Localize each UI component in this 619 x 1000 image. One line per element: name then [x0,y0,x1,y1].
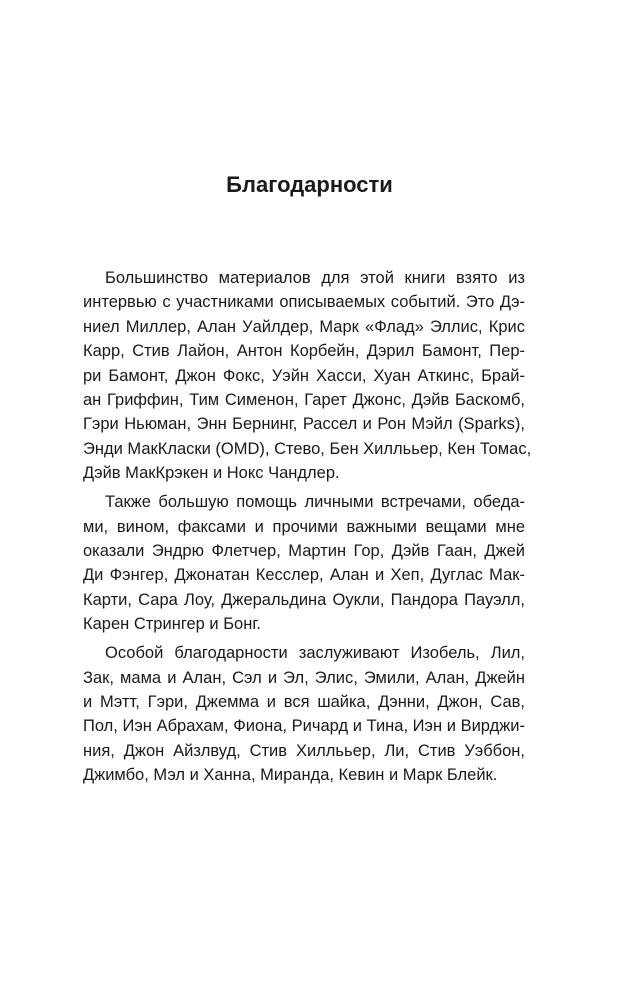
text-line: Ди Фэнгер, Джонатан Кесслер, Алан и Хеп, Дуглас Мак- [83,566,525,585]
text-line: Карр, Стив Лайон, Антон Корбейн, Дэрил Бамонт, Пер- [83,342,525,361]
text-line: ми, вином, факсами и прочими важными вещами мне [83,517,525,536]
acknowledgements-text [83,266,532,792]
paragraph-2 [83,490,525,636]
text-line: ния, Джон Айзлвуд, Стив Хиллььер, Ли, Стив Уэббон, [83,741,525,760]
text-line: ан Гриффин, Тим Сименон, Гарет Джонс, Дэйв Баскомб, [83,391,525,410]
text-line: ри Бамонт, Джон Фокс, Уэйн Хасси, Хуан Аткинс, Брай- [83,366,525,385]
text-line: Энди МакКласки (OMD), Стево, Бен Хиллььер, Кен Томас, [83,439,532,458]
text-line: Зак, мама и Алан, Сэл и Эл, Элис, Эмили, Алан, Джейн [83,668,525,687]
paragraph-1 [83,266,532,486]
text-line: Также большую помощь личными встречами, обеда- [105,493,525,512]
text-line: Гэри Ньюман, Энн Бернинг, Рассел и Рон Мэйл (Sparks), [83,415,525,434]
text-line: и Мэтт, Гэри, Джемма и вся шайка, Дэнни, Джон, Сав, [83,692,525,711]
text-line: Джимбо, Мэл и Ханна, Миранда, Кевин и Марк Блейк. [83,766,498,785]
text-line: ниел Миллер, Алан Уайлдер, Марк «Флад» Эллис, Крис [83,317,525,336]
text-line: Карен Стрингер и Бонг. [83,615,261,634]
text-line: Карти, Сара Лоу, Джеральдина Оукли, Пандора Пауэлл, [83,590,525,609]
text-line: Большинство материалов для этой книги взято из [105,269,525,287]
page-title: Благодарности [226,172,393,197]
text-line: Дэйв МакКрэкен и Нокс Чандлер. [83,464,340,483]
paragraph-3 [83,641,525,787]
text-line: Особой благодарности заслуживают Изобель, Лил, [105,644,525,663]
text-line: Пол, Иэн Абрахам, Фиона, Ричард и Тина, Иэн и Вирджи- [83,717,525,736]
text-line: оказали Эндрю Флетчер, Мартин Гор, Дэйв Гаан, Джей [83,541,525,560]
text-line: интервью с участниками описываемых событий. Это Дэ- [83,293,525,312]
